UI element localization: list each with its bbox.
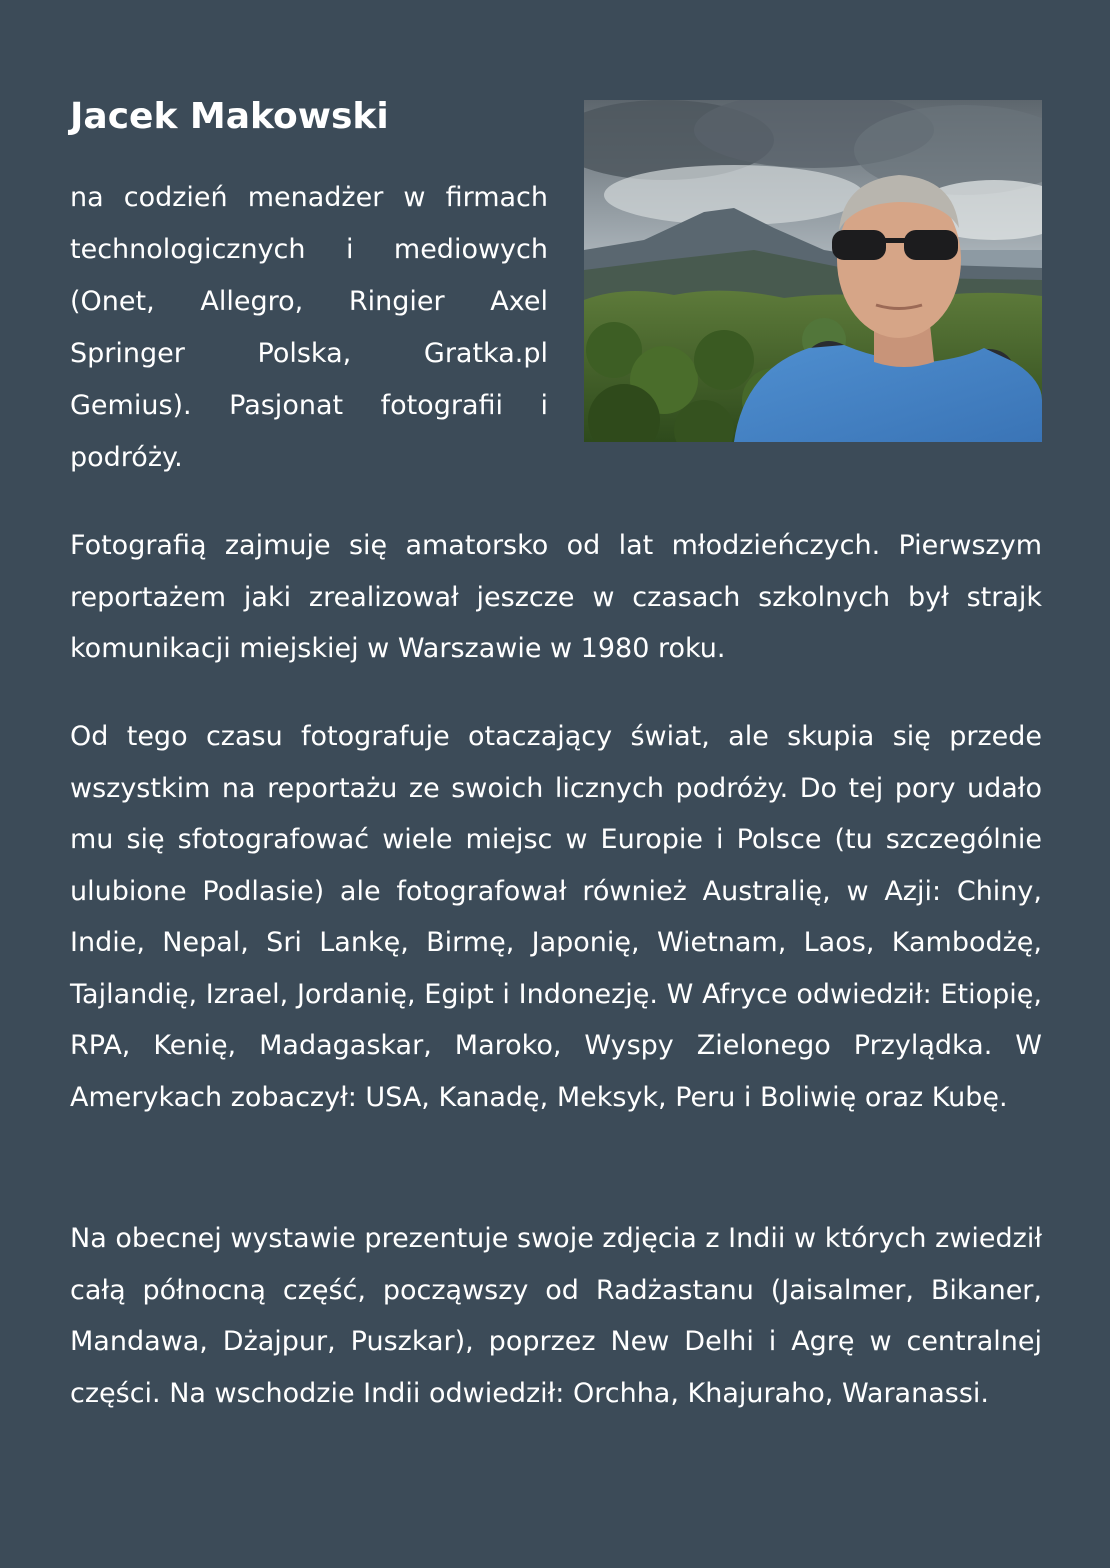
bio-paragraph-1: Fotografią zajmuje się amatorsko od lat młodzieńczych. Pierwszym reportażem jaki zrealizował jeszcze w czasach szkolnych był strajk komunikacji miejskiej w Warszawie w 1980 roku. bbox=[70, 530, 1042, 664]
bio-paragraph-3: Na obecnej wystawie prezentuje swoje zdjęcia z Indii w których zwiedził całą północną część, począwszy od Radżastanu (Jaisalmer, Bikaner, Mandawa, Dżajpur, Puszkar), poprzez New Delhi i Agrę w centralnej części. Na wschodzie Indii odwiedził: Orchha, Khajuraho, Waranassi. bbox=[70, 1223, 1042, 1409]
portrait-illustration bbox=[584, 100, 1042, 442]
bio-paragraph-2: Od tego czasu fotografuje otaczający świat, ale skupia się przede wszystkim na reportażu ze swoich licznych podróży. Do tej pory udało mu się sfotografować wiele miejsc w Europie i Polsce (tu szczególnie ulubione Podlasie) ale fotografował również Australię, w Azji: Chiny, Indie, Nepal, Sri Lankę, Birmę, Japonię, Wietnam, Laos, Kambodżę, Tajlandię, Izrael, Jordanię, Egipt i Indonezję. W Afryce odwiedził: Etiopię, RPA, Kenię, Madagaskar, Maroko, Wyspy Zielonego Przylądka. W Amerykach zobaczył: USA, Kanadę, Meksyk, Peru i Boliwię oraz Kubę. bbox=[70, 721, 1042, 1113]
author-photo bbox=[584, 100, 1042, 442]
author-name: Jacek Makowski bbox=[70, 96, 389, 137]
author-intro: na codzień menadżer w firmach technologicznych i mediowych (Onet, Allegro, Ringier Axel Springer Polska, Gratka.pl Gemius). Pasjonat fotografii i podróży. bbox=[70, 182, 548, 473]
